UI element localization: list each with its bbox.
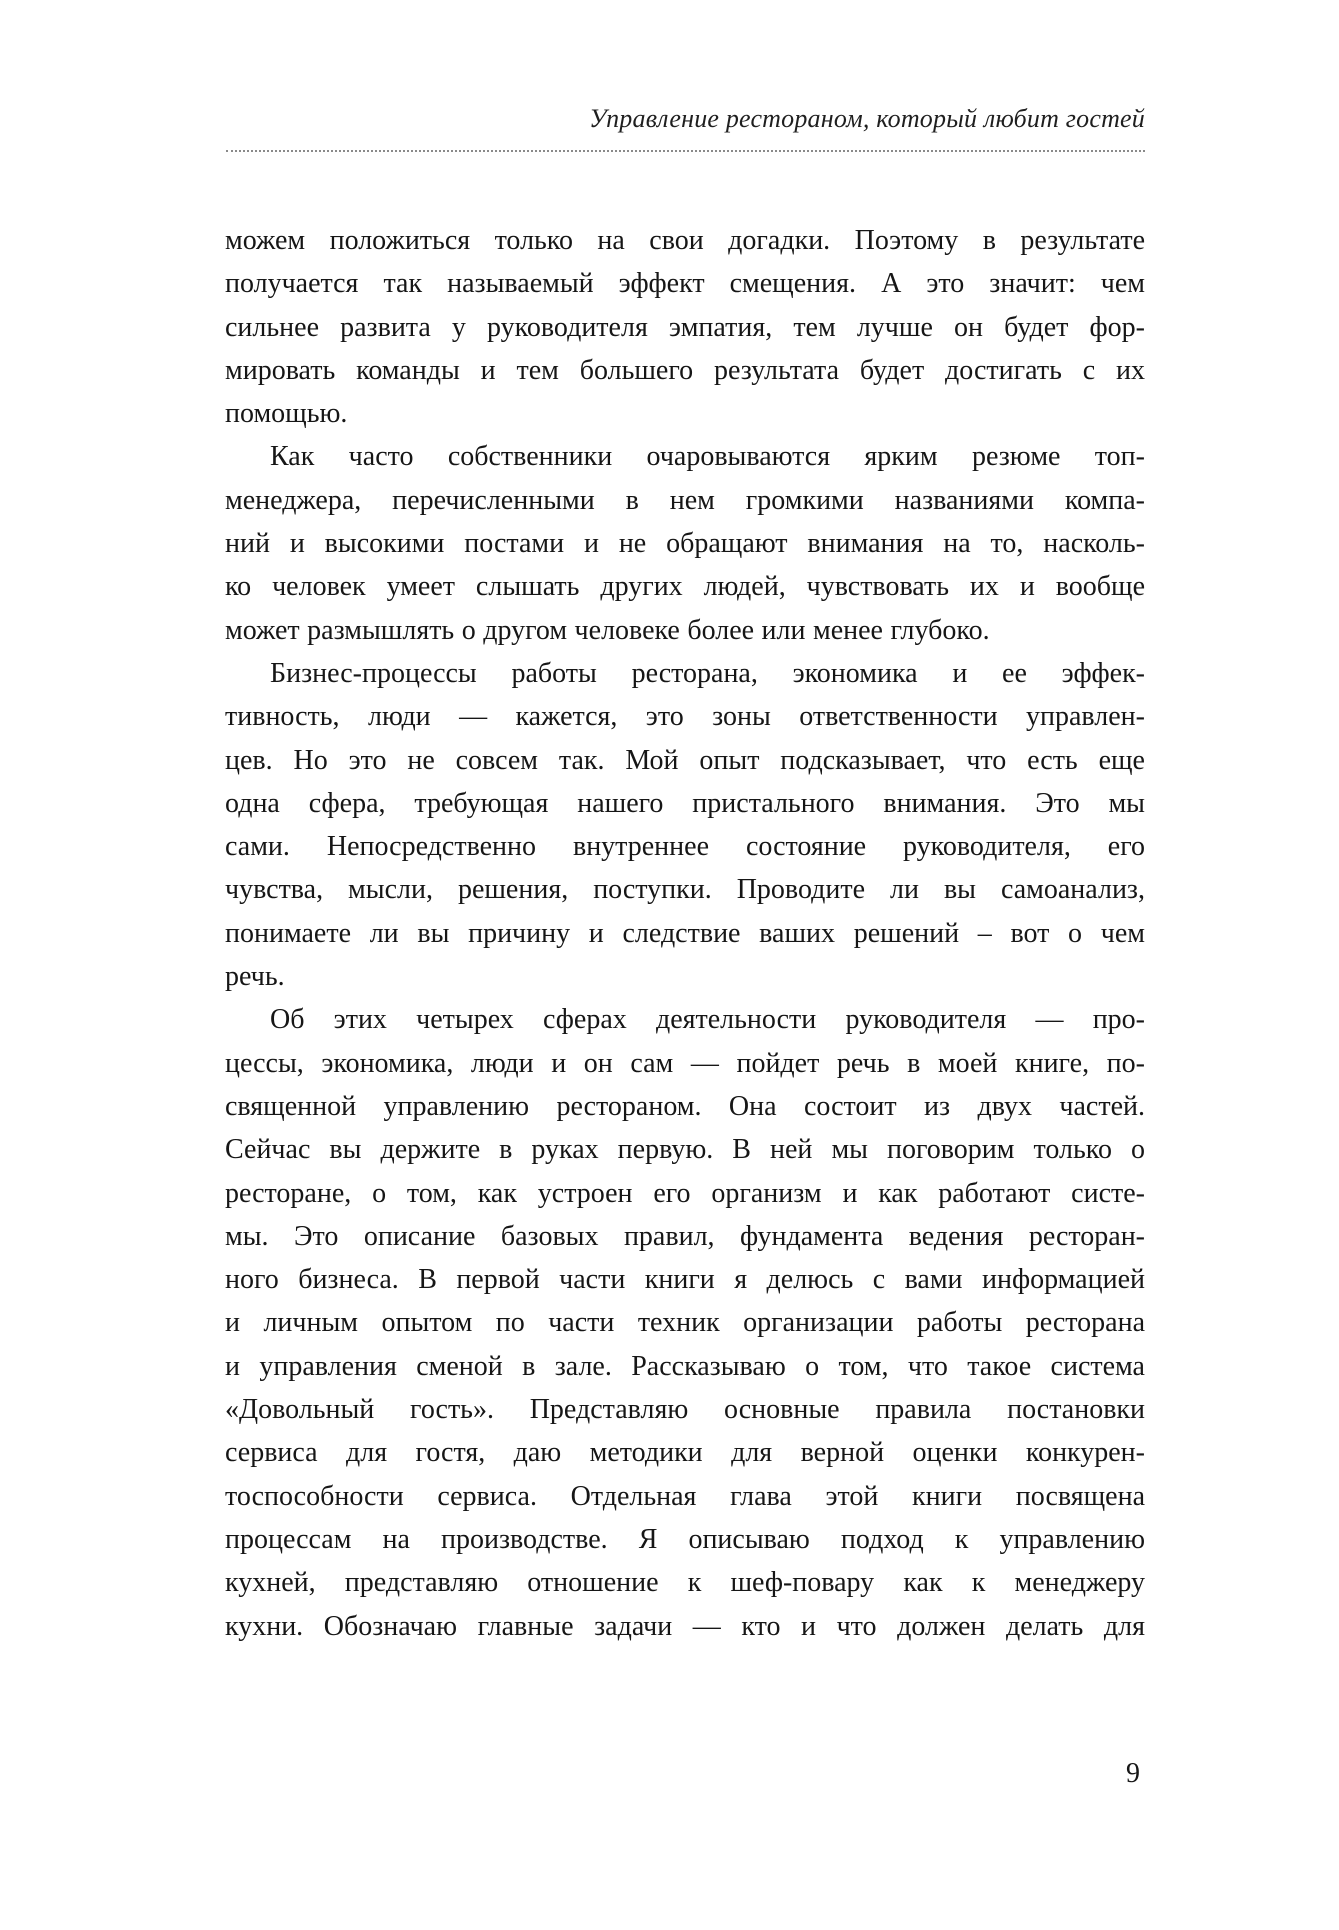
text-line: и управления сменой в зале. Рассказываю о том, что такое система [225, 1350, 1145, 1382]
text-line: ного бизнеса. В первой части книги я делюсь с вами информацией [225, 1264, 1145, 1296]
text-line: получается так называемый эффект смещения. А это значит: чем [225, 268, 1145, 300]
text-line: ний и высокими постами и не обращают внимания на то, насколь- [225, 528, 1145, 560]
text-line: чувства, мысли, решения, поступки. Проводите ли вы самоанализ, [225, 874, 1145, 906]
text-line: сильнее развита у руководителя эмпатия, тем лучше он будет фор- [225, 311, 1145, 343]
text-line: может размышлять о другом человеке более или менее глубоко. [225, 614, 990, 646]
text-line: кухни. Обозначаю главные задачи — кто и что должен делать для [225, 1610, 1145, 1642]
header-divider-dotted-rule [226, 150, 1145, 152]
text-line: Как часто собственники очаровываются ярким резюме топ- [270, 441, 1145, 473]
text-line: одна сфера, требующая нашего пристального внимания. Это мы [225, 787, 1145, 819]
text-line: понимаете ли вы причину и следствие ваших решений – вот о чем [225, 917, 1145, 949]
text-line: Бизнес-процессы работы ресторана, экономика и ее эффек- [270, 657, 1145, 689]
text-line: тоспособности сервиса. Отдельная глава этой книги посвящена [225, 1480, 1145, 1512]
text-line: менеджера, перечисленными в нем громкими названиями компа- [225, 484, 1145, 516]
text-line: кухней, представляю отношение к шеф-повару как к менеджеру [225, 1567, 1145, 1599]
paragraph-1 [225, 219, 1145, 435]
text-line: ресторане, о том, как устроен его организм и как работают систе- [225, 1177, 1145, 1209]
paragraph-4 [225, 998, 1145, 1647]
text-line: «Довольный гость». Представляю основные правила постановки [225, 1394, 1145, 1426]
text-line: сами. Непосредственно внутреннее состояние руководителя, его [225, 831, 1145, 863]
text-line: ко человек умеет слышать других людей, чувствовать их и вообще [225, 571, 1145, 603]
text-line: процессам на производстве. Я описываю подход к управлению [225, 1523, 1145, 1555]
text-line: и личным опытом по части техник организации работы ресторана [225, 1307, 1145, 1339]
text-line: цессы, экономика, люди и он сам — пойдет речь в моей книге, по- [225, 1047, 1145, 1079]
text-line: тивность, люди — кажется, это зоны ответственности управлен- [225, 701, 1145, 733]
text-line: Сейчас вы держите в руках первую. В ней мы поговорим только о [225, 1134, 1145, 1166]
text-line: речь. [225, 961, 285, 993]
text-line: священной управлению рестораном. Она состоит из двух частей. [225, 1090, 1145, 1122]
page-number: 9 [1126, 1758, 1140, 1789]
running-header: Управление рестораном, который любит гостей [589, 104, 1145, 133]
text-line: Об этих четырех сферах деятельности руководителя — про- [270, 1004, 1145, 1036]
paragraph-3 [225, 652, 1145, 998]
paragraph-2 [225, 435, 1145, 651]
text-line: можем положиться только на свои догадки. Поэтому в результате [225, 225, 1145, 256]
text-line: сервиса для гостя, даю методики для верной оценки конкурен- [225, 1437, 1145, 1469]
page-body-text [225, 219, 1145, 1648]
text-line: мы. Это описание базовых правил, фундамента ведения ресторан- [225, 1220, 1145, 1252]
text-line: мировать команды и тем большего результата будет достигать с их [225, 354, 1145, 386]
text-line: помощью. [225, 398, 348, 430]
text-line: цев. Но это не совсем так. Мой опыт подсказывает, что есть еще [225, 744, 1145, 776]
